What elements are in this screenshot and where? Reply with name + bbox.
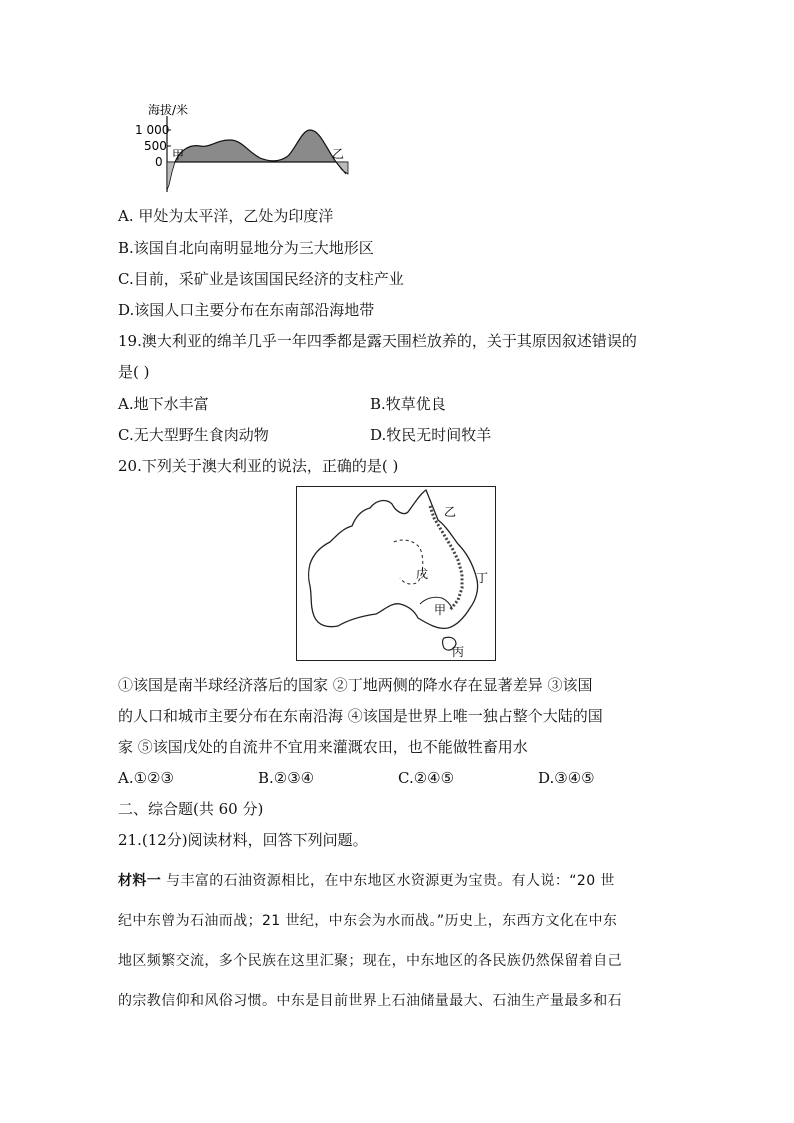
map-label-wu: 戊 xyxy=(416,567,429,581)
profile-tick-1000: 1 000 xyxy=(135,123,170,137)
q20-option-a: A.①②③ xyxy=(118,769,174,787)
section-heading: 二、综合题(共 60 分) xyxy=(118,800,264,818)
australia-map xyxy=(296,486,496,662)
q19-option-d: D.牧民无时间牧羊 xyxy=(370,426,492,444)
profile-label-yi: 乙 xyxy=(332,147,345,161)
profile-tick-0: 0 xyxy=(155,155,163,169)
profile-sea-left xyxy=(167,162,175,190)
q20-option-b: B.②③④ xyxy=(258,769,315,787)
q21-material-line1 xyxy=(118,871,615,891)
q20-option-d: D.③④⑤ xyxy=(538,769,595,787)
q18-option-c: C.目前，采矿业是该国国民经济的支柱产业 xyxy=(118,270,404,288)
profile-terrain xyxy=(175,130,336,162)
profile-tick-500: 500 xyxy=(144,139,167,153)
terrain-profile-figure xyxy=(130,100,360,200)
q20-option-c: C.②④⑤ xyxy=(398,769,455,787)
q18-option-b: B.该国自北向南明显地分为三大地形区 xyxy=(118,239,374,257)
q18-option-d: D.该国人口主要分布在东南部沿海地带 xyxy=(118,301,375,319)
q19-option-a: A.地下水丰富 xyxy=(118,395,209,413)
material-label: 材料一 xyxy=(118,873,162,889)
q18-option-a: A. 甲处为太平洋，乙处为印度洋 xyxy=(118,207,334,225)
q19-option-c: C.无大型野生食肉动物 xyxy=(118,426,269,444)
material-line1-text: 与丰富的石油资源相比，在中东地区水资源更为宝贵。有人说：“20 世 xyxy=(161,873,615,889)
q19-stem-line2: 是( ) xyxy=(118,363,150,381)
profile-ylabel: 海拔/米 xyxy=(148,103,189,117)
q21-material-line3: 地区频繁交流，多个民族在这里汇聚；现在，中东地区的各民族仍然保留着自己 xyxy=(118,953,622,969)
q20-statements-line2: 的人口和城市主要分布在东南沿海 ④该国是世界上唯一独占整个大陆的国 xyxy=(118,707,603,725)
q20-statements-line3: 家 ⑤该国戊处的自流井不宜用来灌溉农田，也不能做牲畜用水 xyxy=(118,738,528,756)
map-label-ding: 丁 xyxy=(476,571,489,585)
q21-stem: 21.(12分)阅读材料，回答下列问题。 xyxy=(118,831,368,849)
q21-material-line2: 纪中东曾为石油而战；21 世纪，中东会为水而战。”历史上，东西方文化在中东 xyxy=(118,913,618,929)
map-label-bing: 丙 xyxy=(452,645,465,659)
q19-option-b: B.牧草优良 xyxy=(370,395,446,413)
q20-statements-line1: ①该国是南半球经济落后的国家 ②丁地两侧的降水存在显著差异 ③该国 xyxy=(118,676,593,694)
q19-stem-line1: 19.澳大利亚的绵羊几乎一年四季都是露天围栏放养的，关于其原因叙述错误的 xyxy=(118,332,637,350)
q20-stem: 20.下列关于澳大利亚的说法，正确的是( ) xyxy=(118,457,399,475)
q21-material-line4: 的宗教信仰和风俗习惯。中东是目前世界上石油储量最大、石油生产量最多和石 xyxy=(118,993,622,1009)
map-label-yi: 乙 xyxy=(444,505,457,519)
map-label-jia: 甲 xyxy=(434,603,447,617)
profile-label-jia: 甲 xyxy=(172,148,185,162)
